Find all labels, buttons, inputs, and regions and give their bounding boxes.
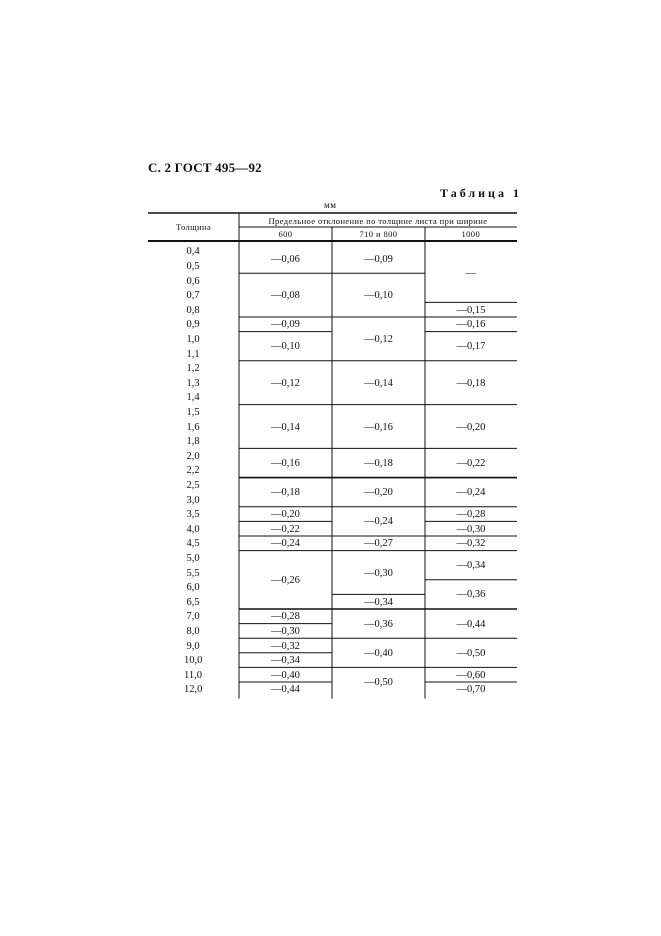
thickness-value: 4,0 (186, 523, 200, 535)
tolerance-710-800-value: —0,14 (364, 377, 393, 389)
tolerance-600-value: —0,32 (271, 640, 300, 652)
tolerance-600-value: —0,40 (271, 669, 300, 681)
tolerance-710-800-value: —0,10 (364, 290, 393, 302)
thickness-value: 1,3 (186, 377, 200, 389)
tolerance-1000-value: —0,17 (456, 341, 486, 353)
thickness-value: 3,0 (186, 494, 200, 506)
thickness-value: 10,0 (184, 655, 203, 667)
thickness-value: 1,6 (186, 421, 200, 433)
tolerance-1000-value: —0,18 (456, 377, 486, 389)
tolerance-1000-value: —0,16 (456, 319, 486, 331)
tolerance-710-800-value: —0,50 (364, 677, 393, 688)
tolerance-600-value: —0,14 (271, 421, 300, 433)
thickness-value: 1,1 (186, 348, 200, 360)
tolerance-600-value: —0,16 (271, 458, 300, 469)
tolerance-710-800-value: —0,34 (364, 596, 393, 608)
thickness-value: 9,0 (186, 640, 200, 652)
tolerance-600-value: —0,10 (271, 341, 300, 353)
thickness-value: 7,0 (186, 611, 200, 623)
thickness-value: 5,0 (186, 552, 200, 564)
thickness-value: 3,5 (186, 509, 200, 521)
tolerance-1000-value: —0,70 (456, 684, 486, 696)
table-label: Таблица 1 (440, 186, 522, 200)
thickness-value: 1,4 (186, 392, 200, 404)
thickness-value: 0,9 (186, 319, 200, 331)
tolerance-710-800-value: —0,24 (364, 516, 393, 528)
tolerance-600-value: —0,12 (271, 377, 300, 389)
thickness-value: 4,5 (186, 538, 200, 550)
tolerance-1000-value: —0,60 (456, 669, 486, 681)
thickness-value: 1,8 (186, 436, 200, 448)
thickness-value: 0,4 (186, 246, 200, 258)
thickness-value: 0,7 (186, 290, 200, 302)
thickness-value: 2,0 (186, 450, 200, 462)
tolerance-600-value: —0,18 (271, 487, 300, 499)
thickness-value: 6,5 (186, 596, 200, 608)
units-label: мм (324, 200, 337, 210)
thickness-value: 12,0 (184, 684, 203, 696)
tolerance-600-value: —0,34 (271, 655, 300, 667)
tolerance-600-value: —0,22 (271, 523, 300, 535)
tolerance-1000-value: —0,28 (456, 509, 486, 521)
header-thickness: Толщина (176, 222, 212, 232)
thickness-value: 0,6 (186, 275, 200, 287)
tolerance-710-800-value: —0,30 (364, 567, 393, 579)
thickness-value: 6,0 (186, 582, 200, 594)
header-width-600: 600 (278, 229, 293, 239)
tolerance-1000-value: —0,50 (456, 647, 486, 659)
tolerance-710-800-value: —0,12 (364, 333, 393, 345)
thickness-value: 2,5 (186, 479, 200, 491)
tolerance-1000-value: — (465, 268, 476, 280)
thickness-value: 8,0 (186, 625, 200, 637)
tolerance-600-value: —0,28 (271, 611, 300, 623)
thickness-value: 1,2 (186, 363, 200, 375)
tolerance-1000-value: —0,20 (456, 421, 486, 433)
tolerance-1000-value: —0,24 (456, 487, 486, 499)
tolerance-710-800-value: —0,09 (364, 253, 393, 265)
tolerance-600-value: —0,26 (271, 574, 300, 586)
tolerance-600-value: —0,24 (271, 538, 300, 550)
tolerance-600-value: —0,44 (271, 684, 300, 696)
tolerance-1000-value: —0,34 (456, 560, 486, 572)
tolerance-1000-value: —0,44 (456, 618, 486, 630)
tolerance-600-value: —0,09 (271, 319, 300, 331)
tolerance-600-value: —0,20 (271, 509, 300, 521)
tolerance-1000-value: —0,36 (456, 589, 486, 601)
tolerance-710-800-value: —0,16 (364, 421, 393, 433)
tolerance-710-800-value: —0,18 (364, 458, 393, 469)
thickness-value: 2,2 (186, 465, 200, 477)
tolerance-600-value: —0,30 (271, 625, 300, 637)
thickness-value: 0,8 (186, 304, 200, 316)
thickness-value: 5,5 (186, 567, 200, 579)
tolerance-710-800-value: —0,36 (364, 618, 393, 630)
tolerance-1000-value: —0,15 (456, 304, 486, 316)
header-width-1000: 1000 (461, 229, 481, 239)
tolerance-710-800-value: —0,40 (364, 647, 393, 659)
header-width-710-800: 710 и 800 (359, 229, 398, 239)
thickness-value: 0,5 (186, 260, 200, 272)
document-header: С. 2 ГОСТ 495—92 (148, 160, 262, 175)
thickness-value: 1,0 (186, 333, 200, 345)
tolerance-600-value: —0,06 (271, 253, 300, 265)
header-tolerance-group: Предельное отклонение по толщине листа при ширине (268, 216, 488, 226)
thickness-value: 11,0 (184, 669, 202, 681)
tolerance-1000-value: —0,32 (456, 538, 486, 550)
tolerance-600-value: —0,08 (271, 290, 300, 302)
thickness-value: 1,5 (186, 406, 200, 418)
tolerance-1000-value: —0,22 (456, 458, 486, 469)
tolerance-1000-value: —0,30 (456, 523, 486, 535)
tolerance-710-800-value: —0,20 (364, 487, 393, 499)
tolerance-710-800-value: —0,27 (364, 538, 393, 550)
